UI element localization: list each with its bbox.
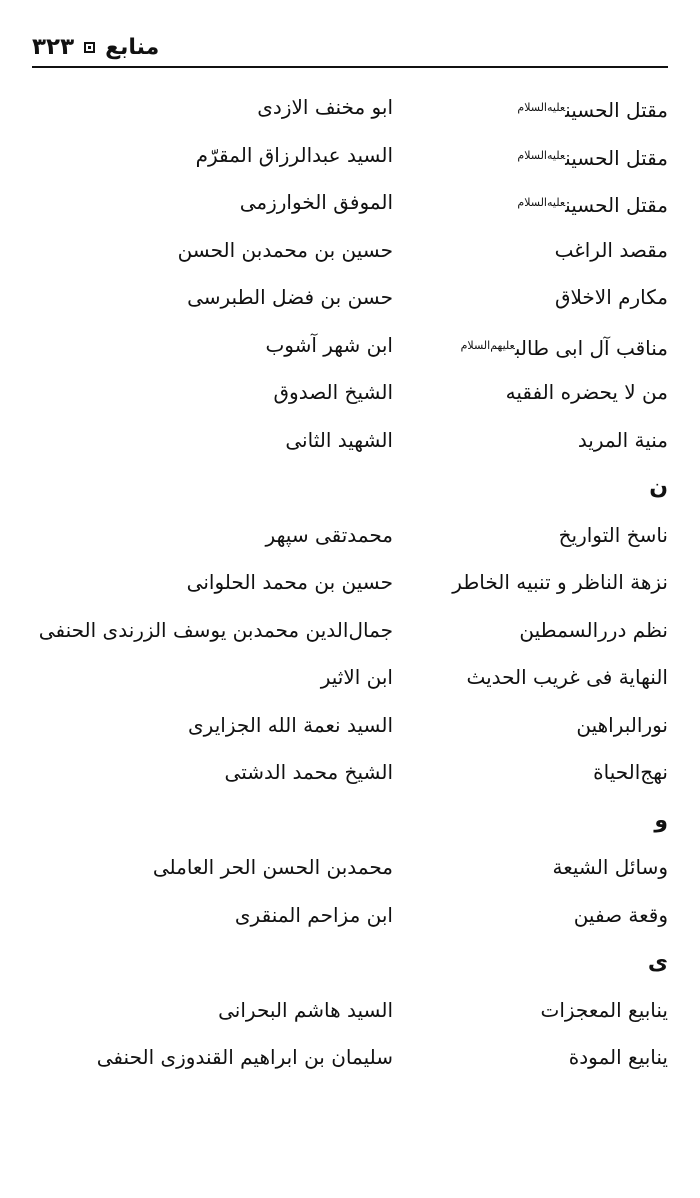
list-item: [32, 892, 668, 940]
book-title: [574, 892, 668, 940]
list-item: [32, 749, 668, 797]
list-item: [32, 417, 668, 465]
book-title-text: ينابيع المودة: [568, 1045, 668, 1069]
honorific-mark: عليهم‌السلام: [460, 338, 515, 352]
book-title-text: منية المريد: [577, 427, 668, 452]
book-title-text: النهاية فی غريب الحديث: [466, 665, 668, 689]
bibliography-list: [32, 84, 668, 1082]
book-title-text: نظم دررالسمطين: [519, 617, 668, 642]
list-item: [32, 607, 668, 655]
list-item: [32, 559, 668, 607]
book-title-text: وسائل الشيعة: [552, 855, 668, 879]
book-title: [461, 322, 668, 373]
list-item: [32, 274, 668, 322]
section-title: منابع: [105, 34, 160, 60]
book-author: ابو مخنف الازدی: [257, 95, 393, 119]
list-item: [32, 227, 668, 275]
book-author: حسين بن محمد الحلوانی: [186, 570, 393, 594]
list-item: [32, 1034, 668, 1082]
book-author: ابن مزاحم المنقری: [234, 902, 393, 927]
square-ornament-icon: [84, 42, 95, 53]
book-author: الشهيد الثانی: [285, 427, 393, 452]
book-author: السيد هاشم البحرانی: [218, 997, 393, 1022]
book-author: السيد عبدالرزاق المقرّم: [195, 142, 393, 167]
book-title: [517, 179, 668, 230]
book-title-text: مقتل الحسين: [565, 98, 668, 122]
book-title: [517, 84, 668, 135]
book-title: [506, 369, 668, 417]
list-item: [32, 84, 668, 132]
book-author: الموفق الخوارزمی: [239, 190, 393, 214]
book-title-text: نهج‌الحياة: [593, 760, 668, 784]
honorific-mark: عليه‌السلام: [517, 148, 566, 162]
page-number: ٣٢٣: [32, 34, 75, 60]
book-title: [452, 559, 668, 607]
book-author: ابن شهر آشوب: [265, 332, 393, 357]
book-author: محمدتقی سپهر: [265, 522, 393, 547]
book-title-text: نورالبراهين: [576, 712, 668, 737]
book-author: ابن الاثير: [320, 665, 393, 689]
list-item: [32, 654, 668, 702]
list-item: [32, 987, 668, 1035]
letter-heading: ن: [649, 475, 668, 500]
book-title: [541, 987, 669, 1035]
book-title-text: وقعة صفين: [573, 902, 668, 927]
list-item: [32, 702, 668, 750]
book-author: محمدبن الحسن الحر العاملی: [152, 855, 393, 879]
book-title-text: ينابيع المعجزات: [540, 997, 668, 1022]
list-item: [32, 369, 668, 417]
book-author: السيد نعمة الله الجزايری: [188, 712, 393, 737]
honorific-mark: عليه‌السلام: [517, 196, 566, 209]
book-author: حسين بن محمدبن الحسن: [177, 237, 393, 262]
book-title: [466, 654, 668, 702]
book-author: الشيخ محمد الدشتی: [224, 760, 393, 784]
book-title: [559, 512, 668, 560]
book-title: [519, 607, 668, 655]
page-header: [32, 28, 668, 68]
book-title-text: مقتل الحسين: [565, 145, 668, 170]
book-title: [578, 417, 668, 465]
honorific-mark: عليه‌السلام: [517, 101, 566, 114]
list-item: [32, 512, 668, 560]
book-title-text: نزهة الناظر و تنبيه الخاطر: [452, 570, 668, 594]
book-title: [569, 1034, 668, 1082]
letter-heading: و: [654, 807, 668, 833]
book-author: سليمان بن ابراهيم القندوزی الحنفی: [96, 1045, 393, 1069]
letter-heading: ی: [647, 950, 668, 975]
book-title: [555, 227, 668, 275]
book-title: [517, 132, 668, 183]
book-author: حسن بن فضل الطبرسی: [187, 285, 393, 309]
book-title: [553, 844, 668, 892]
book-title: [555, 274, 668, 322]
book-title-text: مناقب آل ابی طالب: [514, 335, 668, 360]
book-title: [593, 749, 668, 797]
list-item: [32, 179, 668, 227]
book-author: الشيخ الصدوق: [273, 380, 393, 404]
list-item: [32, 322, 668, 370]
book-author: جمال‌الدين محمدبن يوسف الزرندی الحنفی: [38, 617, 393, 642]
book-title-text: مقتل الحسين: [565, 193, 668, 217]
book-title: [576, 702, 668, 750]
book-title-text: مقصد الراغب: [554, 237, 668, 262]
list-item: [32, 132, 668, 180]
book-title-text: ناسخ التواريخ: [558, 522, 668, 547]
list-item: [32, 844, 668, 892]
header-line: [32, 34, 159, 60]
book-title-text: مكارم الاخلاق: [554, 285, 668, 309]
book-title-text: من لا يحضره الفقيه: [505, 380, 668, 404]
